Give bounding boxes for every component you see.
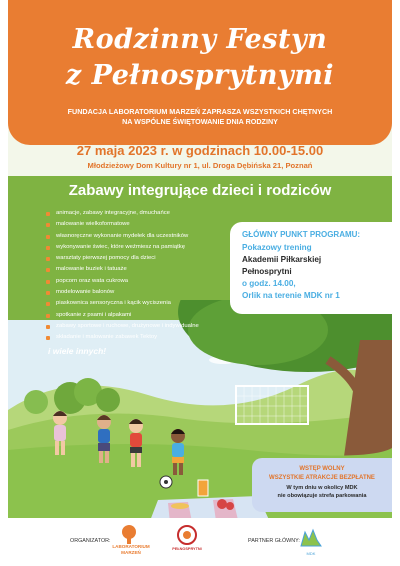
main-program-box [230,222,392,314]
organizer-label: ORGANIZATOR: [70,538,111,544]
activity-item [46,219,226,230]
activity-item-label: malowanie buziek i tatuaże [56,266,127,273]
program-title: GŁÓWNY PUNKT PROGRAMU: [242,230,361,239]
info-line-1: WSTĘP WOLNY [299,466,345,472]
activity-item [46,298,226,309]
bullet-icon [46,280,50,284]
bullet-icon [46,291,50,295]
event-date: 27 maja 2023 r. w godzinach 10.00-15.00 [76,143,324,158]
bullet-icon [46,325,50,329]
bullet-icon [46,268,50,272]
footer [8,518,392,566]
header-banner [8,0,392,145]
activity-item-label: popcorn oraz wata cukrowa [56,277,129,284]
organizer-logo-text: LABORATORIUM MARZEŃ [112,544,150,555]
bullet-icon [46,246,50,250]
poster [8,0,392,566]
activity-item-label: własnoręczne wykonanie mydełek dla uczestników [56,232,189,239]
activity-item [46,208,226,219]
activity-item [46,264,226,275]
and-many-more: i wiele innych! [48,346,107,356]
bullet-icon [46,314,50,318]
activity-item-label: zabawy sportowe i ruchowe, drużynowe i indywidualne [56,322,199,329]
bullet-icon [46,223,50,227]
bullet-icon [46,336,50,340]
info-line-3: W tym dniu w okolicy MDK [286,485,358,491]
laboratorium-marzen-logo-icon [118,524,140,546]
program-line-2: Akademii Piłkarskiej [242,255,322,264]
mdk-logo-icon [298,526,324,552]
program-line-1: Pokazowy trening [242,243,312,252]
info-line-2: WSZYSTKIE ATRAKCJE BEZPŁATNE [269,475,375,481]
event-venue: Młodzieżowy Dom Kultury nr 1, ul. Droga Dębińska 21, Poznań [87,161,313,170]
activity-item [46,242,226,253]
activity-item-label: piaskownica sensoryczna i kącik wyciszenia [56,300,171,307]
program-line-4: o godz. 14.00, [242,279,296,288]
pelnosprytni-logo-icon [176,524,198,546]
activity-item [46,310,226,321]
activity-item [46,287,226,298]
bullet-icon [46,257,50,261]
main-partner-label: PARTNER GŁÓWNY: [248,538,300,544]
activity-item-label: warsztaty pierwszej pomocy dla dzieci [56,255,156,262]
activity-item [46,253,226,264]
info-line-4: nie obowiązuje strefa parkowania [277,493,367,499]
main-partner-logo-text: MDK [306,551,316,556]
title-line-1: Rodzinny Festyn [72,24,328,55]
activity-item-label: animacje, zabawy integracyjne, dmuchańce [56,210,170,216]
subtitle-line-2: NA WSPÓLNE ŚWIĘTOWANIE DNIA RODZINY [122,117,278,126]
activity-item-label: wykonywanie świec, które weźmiesz na pamiątkę [56,243,185,250]
activities-heading: Zabawy integrujące dzieci i rodziców [68,182,332,199]
free-entry-box [252,458,392,512]
activity-item [46,332,226,343]
title-line-2: z Pełnosprytnymi [65,60,335,91]
activity-item [46,321,226,332]
bullet-icon [46,212,50,216]
subtitle-line-1: FUNDACJA LABORATORIUM MARZEŃ ZAPRASZA WSZYSTKICH CHĘTNYCH [67,107,333,116]
activity-item [46,276,226,287]
activities-list [46,208,226,344]
activity-item-label: spotkanie z psami i alpakami [56,311,132,318]
activity-item-label: składanie i malowanie zabawek Tektoy [56,334,158,341]
activity-item-label: modelowanie balonów [56,289,115,296]
activity-item-label: malowanie wielkoformatowe [56,221,130,228]
partner-logo-text: PEŁNOSPRYTNI [172,547,202,551]
activity-item [46,231,226,242]
program-line-5: Orlik na terenie MDK nr 1 [242,291,340,300]
program-line-3: Pełnosprytni [242,267,292,276]
bullet-icon [46,302,50,306]
bullet-icon [46,235,50,239]
